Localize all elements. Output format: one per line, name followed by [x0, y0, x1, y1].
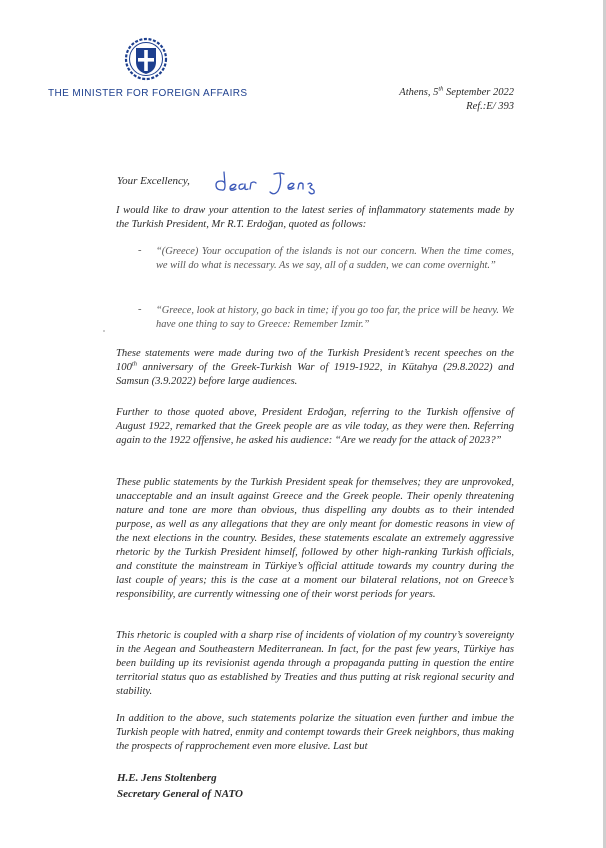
scan-speck: [103, 330, 105, 332]
handwritten-note-image: [210, 166, 320, 200]
paragraph-intro: I would like to draw your attention to the latest series of inflammatory statements made by the Turkish President, Mr R.T. Erdoğan, quoted as follows:: [116, 205, 514, 230]
recipient-title: Secretary General of NATO: [117, 788, 243, 800]
quote-2: “Greece, look at history, go back in time; if you go too far, the price will be heavy. We have one thing to say to Greece: Remember Izmir.”: [156, 305, 514, 330]
ministry-title: THE MINISTER FOR FOREIGN AFFAIRS: [48, 88, 248, 99]
paragraph-assessment: These public statements by the Turkish President speak for themselves; they are unprovoked, unacceptable and an insult against Greece and the Greek people. Their openly threatening nature and tone are more than obvious, thus dispelling any doubts as to their intended purpose, as well as any allegations that they are only meant for domestic reasons in view of the next elections in the country. Besides, these statements escalate an extremely aggressive rhetoric by the Turkish President himself, followed by other high-ranking Turkish officials, and constitute the mainstream in Türkiye’s official attitude towards my country during the last couple of years; this is the case at a moment our bilateral relations, not on Greece’s responsibility, are currently witnessing one of their worst periods for years.: [116, 477, 514, 600]
recipient-name: H.E. Jens Stoltenberg: [117, 772, 217, 784]
quote-bullet: -: [138, 304, 142, 315]
quote-1: “(Greece) Your occupation of the islands is not our concern. When the time comes, we will do what is necessary. As we say, all of a sudden, we can come overnight.”: [156, 246, 514, 271]
paragraph-polarization: In addition to the above, such statements polarize the situation even further and imbue the Turkish people with hatred, enmity and contempt towards their Greek neighbors, thus making the prospects of rapprochement even more elusive. Last but: [116, 713, 514, 752]
letter-reference: Ref.:E/ 393: [466, 101, 514, 112]
quote-bullet: -: [138, 245, 142, 256]
greek-coat-of-arms-icon: [123, 36, 169, 82]
letter-date: Athens, 5th September 2022: [399, 85, 514, 98]
paragraph-rhetoric: This rhetoric is coupled with a sharp rise of incidents of violation of my country’s sovereignty in the Aegean and Southeastern Mediterranean. In fact, for the past few years, Türkiye has been building up its revisionist agenda through a propaganda putting in question the entire territorial status quo as established by Treaties and thus putting at risk regional security and stability.: [116, 630, 514, 697]
paragraph-context: These statements were made during two of the Turkish President’s recent speeches on the 100th anniversary of the Greek-Turkish War of 1919-1922, in Kütahya (29.8.2022) and Samsun (3.9.2022) before large audiences.: [116, 348, 514, 387]
date-reference-block: [399, 86, 514, 114]
paragraph-further: Further to those quoted above, President Erdoğan, referring to the Turkish offensive of August 1922, remarked that the Greek people are as vile today, as they were then. Referring again to the 1922 offensive, he asked his audience: “Are we ready for the attack of 2023?”: [116, 407, 514, 446]
salutation: Your Excellency,: [117, 175, 190, 187]
recipient-block: [117, 770, 243, 802]
